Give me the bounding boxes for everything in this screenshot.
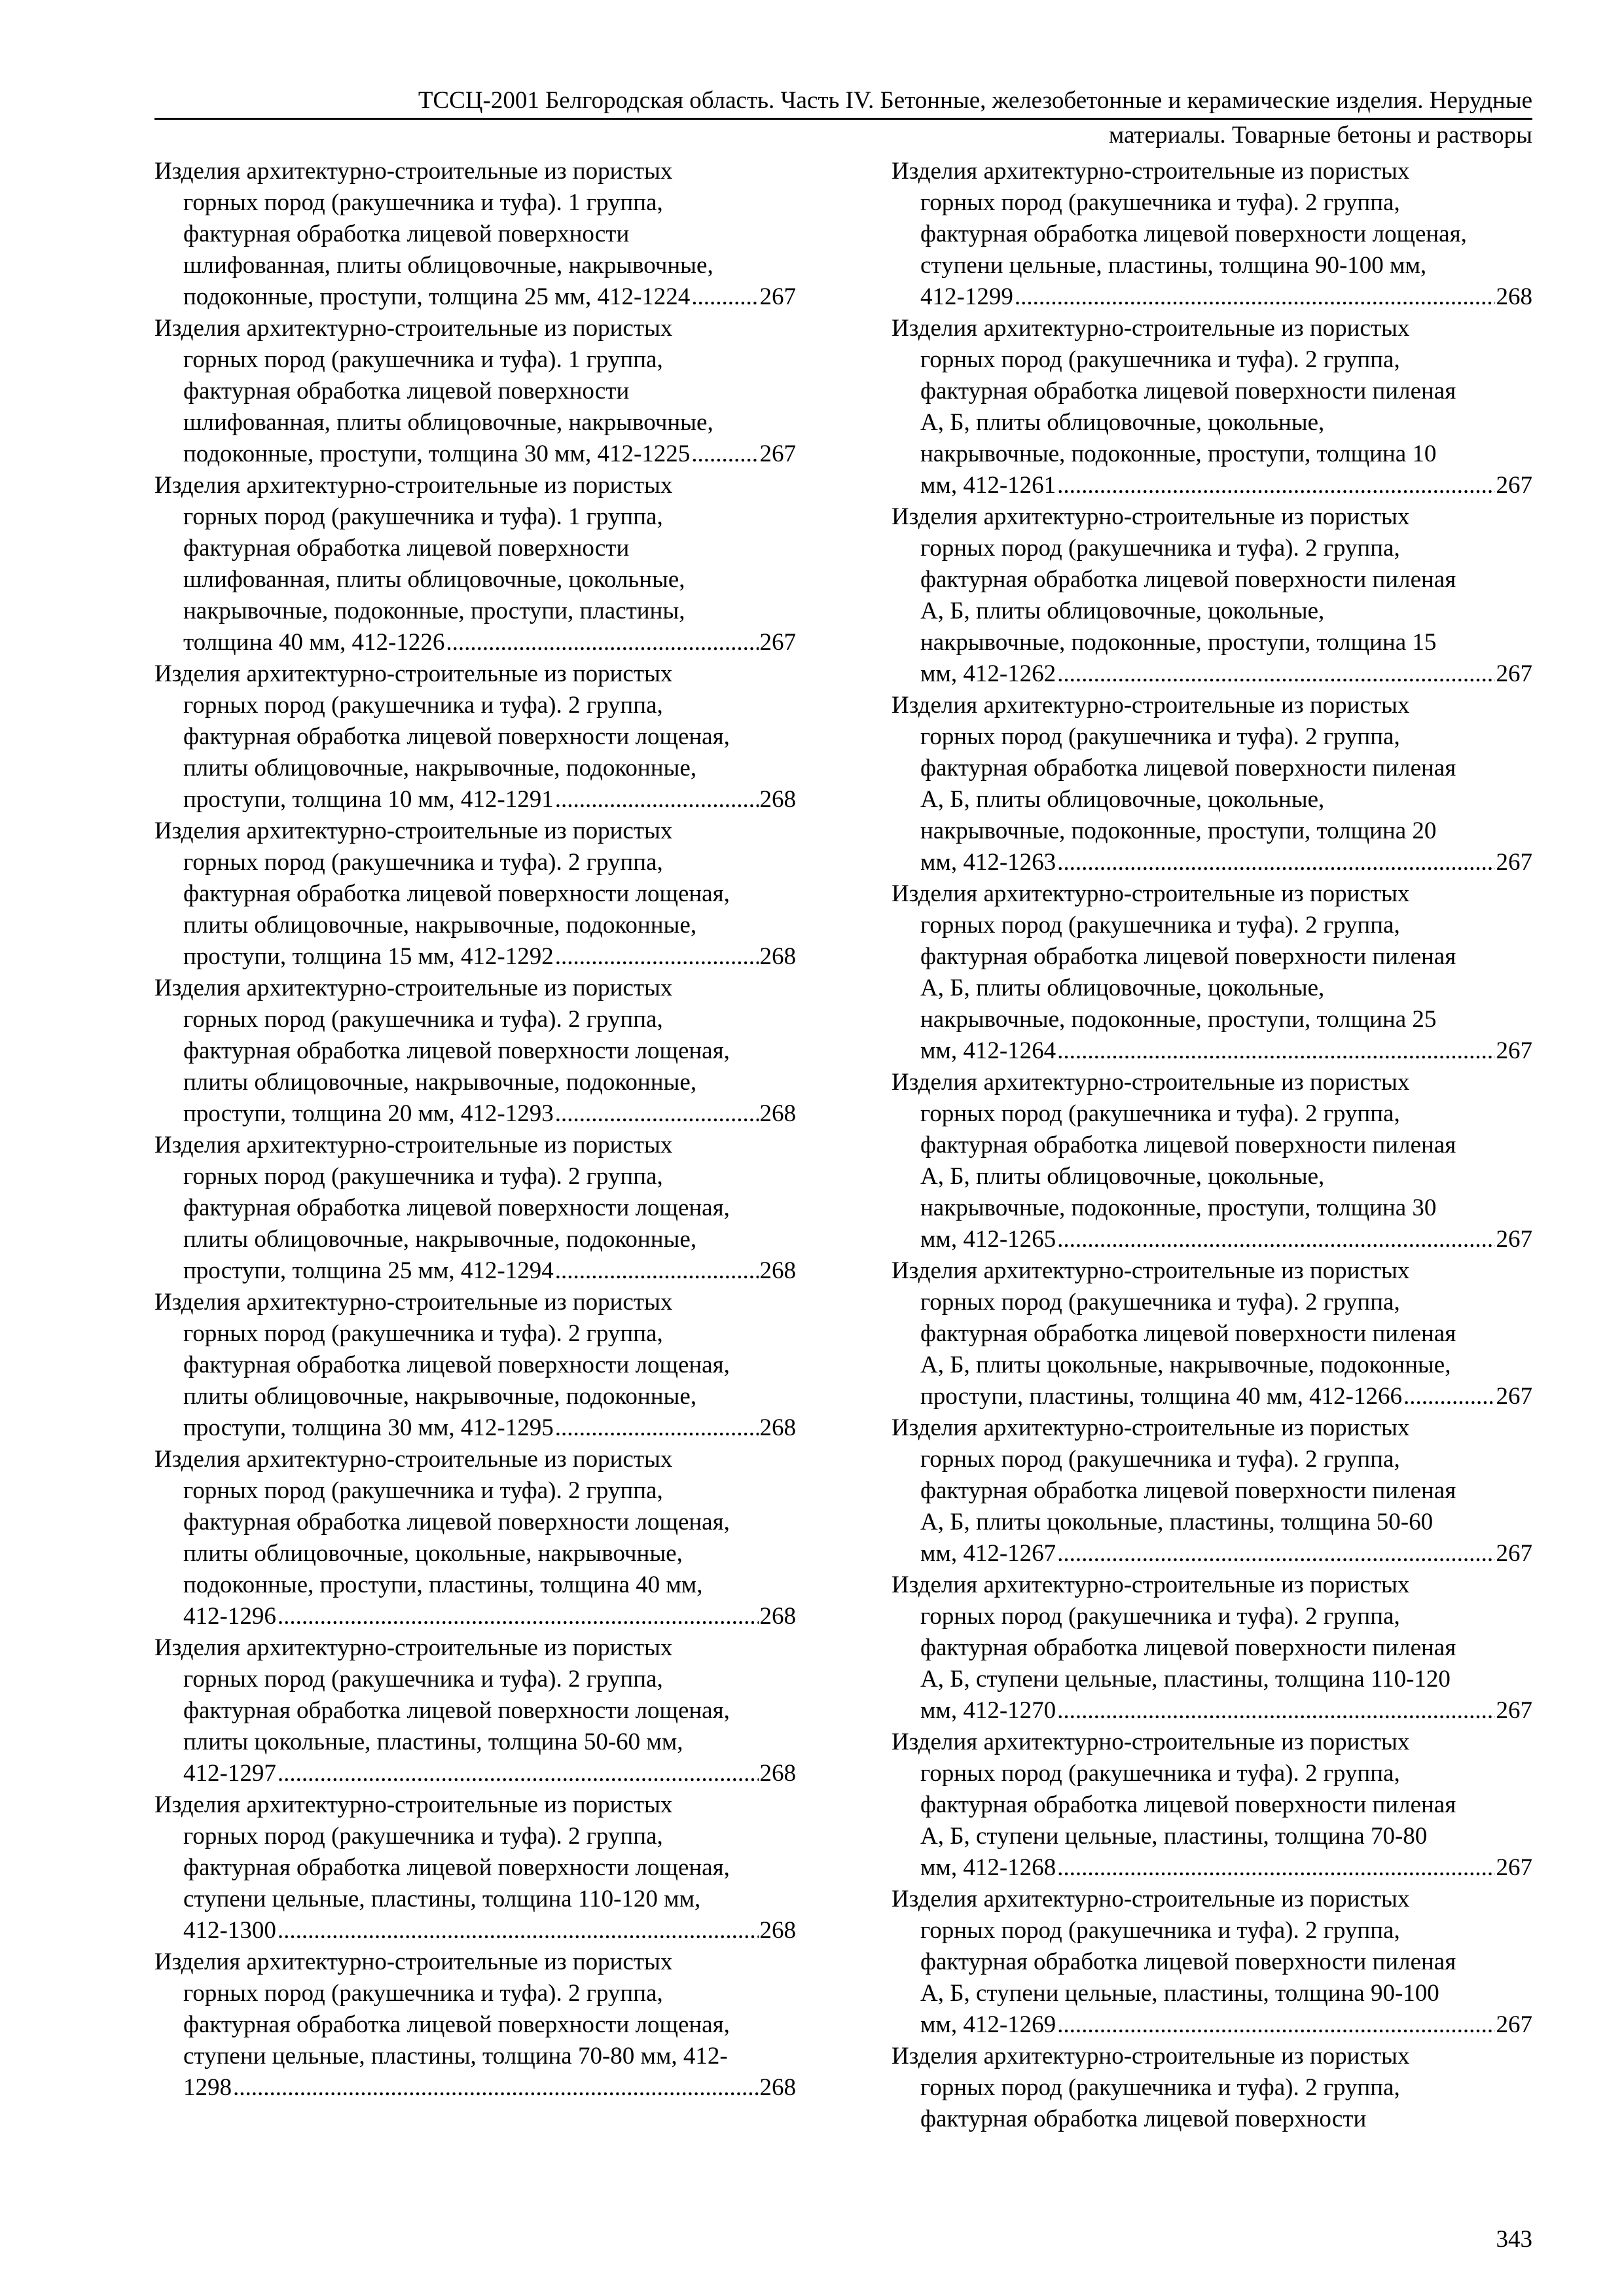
entry-line: ступени цельные, пластины, толщина 70-80 мм, 412-: [183, 2043, 728, 2070]
entry-last-line: [154, 2072, 796, 2104]
dot-leader: [555, 784, 759, 816]
entry-line: Изделия архитектурно-строительные из пористых: [892, 2043, 1410, 2070]
entry-page-ref: 268: [759, 2074, 796, 2101]
entry-line: горных пород (ракушечника и туфа). 2 группа,: [920, 1446, 1400, 1473]
entry-page-ref: 268: [759, 1414, 796, 1441]
entry-page-ref: 267: [1496, 1854, 1532, 1881]
entry-line: фактурная обработка лицевой поверхности пиленая: [920, 1132, 1456, 1158]
dot-leader: [278, 1601, 759, 1632]
index-entry: [892, 1255, 1532, 1412]
entry-last-line: [154, 439, 796, 470]
entry-last-line: [154, 784, 796, 816]
entry-line: горных пород (ракушечника и туфа). 2 группа,: [183, 1980, 663, 2007]
dot-leader: [555, 1255, 759, 1287]
entry-last-line: [154, 941, 796, 973]
entry-line: А, Б, плиты облицовочные, цокольные,: [920, 409, 1325, 436]
entry-code: проступи, толщина 20 мм, 412-1293: [183, 1100, 554, 1127]
entry-line: Изделия архитектурно-строительные из пористых: [154, 315, 673, 342]
entry-code: мм, 412-1269: [920, 2011, 1056, 2038]
entry-page-ref: 268: [759, 1603, 796, 1630]
entry-line: горных пород (ракушечника и туфа). 1 группа,: [183, 346, 663, 373]
index-entry: [892, 2041, 1532, 2135]
dot-leader: [278, 1915, 759, 1946]
entry-page-ref: 268: [759, 786, 796, 813]
entry-code: мм, 412-1267: [920, 1540, 1056, 1567]
entry-code: 412-1296: [183, 1603, 276, 1630]
entry-code: проступи, толщина 10 мм, 412-1291: [183, 786, 554, 813]
entry-line: ступени цельные, пластины, толщина 90-100 мм,: [920, 252, 1427, 279]
index-entry: [892, 1412, 1532, 1570]
entry-code: 412-1299: [920, 283, 1013, 310]
dot-leader: [278, 1758, 759, 1789]
entry-line: Изделия архитектурно-строительные из пористых: [892, 1729, 1410, 1755]
entry-line: горных пород (ракушечника и туфа). 2 группа,: [920, 1917, 1400, 1944]
entry-line: горных пород (ракушечника и туфа). 2 группа,: [920, 912, 1400, 939]
entry-line: фактурная обработка лицевой поверхности лощеная,: [183, 1352, 730, 1378]
dot-leader: [233, 2072, 759, 2104]
index-entry: [154, 1130, 796, 1287]
entry-line: горных пород (ракушечника и туфа). 2 группа,: [183, 692, 663, 719]
entry-page-ref: 267: [1496, 1697, 1532, 1724]
entry-last-line: [154, 1098, 796, 1130]
entry-last-line: [892, 281, 1532, 313]
entry-line: плиты облицовочные, цокольные, накрывочные,: [183, 1540, 683, 1567]
index-entry: [892, 1884, 1532, 2041]
entry-page-ref: 267: [1496, 660, 1532, 687]
entry-line: горных пород (ракушечника и туфа). 2 группа,: [920, 1603, 1400, 1630]
entry-line: Изделия архитектурно-строительные из пористых: [892, 1069, 1410, 1096]
entry-line: горных пород (ракушечника и туфа). 2 группа,: [183, 1666, 663, 1693]
entry-code: 412-1300: [183, 1917, 276, 1944]
entry-last-line: [892, 1538, 1532, 1570]
dot-leader: [446, 627, 758, 658]
entry-line: Изделия архитектурно-строительные из пористых: [154, 472, 673, 499]
index-column-left: [154, 156, 796, 2104]
entry-line: горных пород (ракушечника и туфа). 2 группа,: [183, 1320, 663, 1347]
index-entry: [892, 156, 1532, 313]
entry-page-ref: 268: [759, 1257, 796, 1284]
dot-leader: [555, 941, 759, 973]
index-entry: [154, 658, 796, 816]
entry-line: фактурная обработка лицевой поверхности лощеная,: [183, 2011, 730, 2038]
dot-leader: [555, 1098, 759, 1130]
entry-line: плиты облицовочные, накрывочные, подоконные,: [183, 755, 697, 781]
entry-line: Изделия архитектурно-строительные из пористых: [154, 158, 673, 185]
entry-line: А, Б, плиты цокольные, пластины, толщина 50-60: [920, 1509, 1434, 1535]
entry-line: горных пород (ракушечника и туфа). 2 группа,: [920, 1100, 1400, 1127]
dot-leader: [1057, 1035, 1494, 1067]
entry-page-ref: 268: [759, 1760, 796, 1787]
entry-line: накрывочные, подоконные, проступи, толщина 25: [920, 1006, 1437, 1033]
index-entry: [154, 1287, 796, 1444]
entry-line: накрывочные, подоконные, проступи, толщина 30: [920, 1194, 1437, 1221]
entry-line: плиты цокольные, пластины, толщина 50-60 мм,: [183, 1729, 683, 1755]
entry-line: фактурная обработка лицевой поверхности лощеная,: [183, 1037, 730, 1064]
entry-line: Изделия архитектурно-строительные из пористых: [154, 1446, 673, 1473]
entry-line: горных пород (ракушечника и туфа). 2 группа,: [920, 723, 1400, 750]
index-entry: [154, 1444, 796, 1632]
entry-line: накрывочные, подоконные, проступи, толщина 10: [920, 440, 1437, 467]
entry-line: А, Б, плиты облицовочные, цокольные,: [920, 786, 1325, 813]
page-number: 343: [1496, 2226, 1532, 2253]
entry-page-ref: 267: [1496, 1037, 1532, 1064]
entry-line: горных пород (ракушечника и туфа). 2 группа,: [920, 189, 1400, 216]
entry-line: фактурная обработка лицевой поверхности пиленая: [920, 755, 1456, 781]
entry-line: Изделия архитектурно-строительные из пористых: [154, 1634, 673, 1661]
entry-last-line: [154, 1412, 796, 1444]
entry-code: подоконные, проступи, толщина 25 мм, 412-1224: [183, 283, 691, 310]
dot-leader: [1057, 470, 1494, 501]
entry-line: Изделия архитектурно-строительные из пористых: [154, 660, 673, 687]
index-entry: [154, 1632, 796, 1789]
dot-leader: [1057, 847, 1494, 878]
index-entry: [892, 313, 1532, 501]
entry-line: Изделия архитектурно-строительные из пористых: [892, 158, 1410, 185]
index-entry: [154, 1946, 796, 2104]
entry-line: фактурная обработка лицевой поверхности лощеная,: [183, 1509, 730, 1535]
entry-line: Изделия архитектурно-строительные из пористых: [154, 1948, 673, 1975]
index-entry: [154, 816, 796, 973]
entry-line: Изделия архитектурно-строительные из пористых: [154, 1289, 673, 1316]
entry-line: плиты облицовочные, накрывочные, подоконные,: [183, 912, 697, 939]
entry-line: горных пород (ракушечника и туфа). 2 группа,: [183, 1006, 663, 1033]
entry-line: Изделия архитектурно-строительные из пористых: [892, 1414, 1410, 1441]
entry-line: Изделия архитектурно-строительные из пористых: [892, 1571, 1410, 1598]
entry-last-line: [154, 1255, 796, 1287]
index-entry: [892, 1067, 1532, 1255]
entry-code: проступи, толщина 30 мм, 412-1295: [183, 1414, 554, 1441]
entry-code: 412-1297: [183, 1760, 276, 1787]
entry-last-line: [892, 1224, 1532, 1255]
dot-leader: [691, 439, 758, 470]
dot-leader: [555, 1412, 759, 1444]
dot-leader: [1403, 1381, 1495, 1412]
entry-line: фактурная обработка лицевой поверхности пиленая: [920, 1477, 1456, 1504]
entry-code: мм, 412-1261: [920, 472, 1056, 499]
entry-line: фактурная обработка лицевой поверхности: [183, 378, 630, 404]
entry-line: А, Б, плиты облицовочные, цокольные,: [920, 598, 1325, 624]
entry-line: фактурная обработка лицевой поверхности лощеная,: [183, 723, 730, 750]
entry-line: Изделия архитектурно-строительные из пористых: [154, 1132, 673, 1158]
entry-line: подоконные, проступи, пластины, толщина 40 мм,: [183, 1571, 703, 1598]
entry-line: фактурная обработка лицевой поверхности пиленая: [920, 1791, 1456, 1818]
entry-last-line: [154, 1758, 796, 1789]
entry-line: Изделия архитектурно-строительные из пористых: [892, 880, 1410, 907]
entry-page-ref: 267: [1496, 849, 1532, 876]
entry-line: горных пород (ракушечника и туфа). 2 группа,: [183, 1823, 663, 1850]
entry-line: горных пород (ракушечника и туфа). 1 группа,: [183, 189, 663, 216]
index-entry: [154, 313, 796, 470]
entry-line: фактурная обработка лицевой поверхности пиленая: [920, 1634, 1456, 1661]
entry-page-ref: 268: [759, 943, 796, 970]
entry-code: 1298: [183, 2074, 232, 2101]
entry-line: фактурная обработка лицевой поверхности пиленая: [920, 1320, 1456, 1347]
entry-line: фактурная обработка лицевой поверхности пиленая: [920, 1948, 1456, 1975]
entry-page-ref: 267: [1496, 1540, 1532, 1567]
entry-line: горных пород (ракушечника и туфа). 2 группа,: [183, 1163, 663, 1190]
entry-line: Изделия архитектурно-строительные из пористых: [892, 1886, 1410, 1912]
entry-code: проступи, пластины, толщина 40 мм, 412-1266: [920, 1383, 1402, 1410]
dot-leader: [1057, 1852, 1494, 1884]
entry-code: мм, 412-1265: [920, 1226, 1056, 1253]
entry-last-line: [154, 281, 796, 313]
dot-leader: [1057, 1695, 1494, 1727]
entry-line: фактурная обработка лицевой поверхности пиленая: [920, 378, 1456, 404]
entry-last-line: [154, 1601, 796, 1632]
entry-line: горных пород (ракушечника и туфа). 2 группа,: [920, 535, 1400, 562]
entry-line: Изделия архитектурно-строительные из пористых: [892, 315, 1410, 342]
entry-last-line: [892, 847, 1532, 878]
entry-line: горных пород (ракушечника и туфа). 2 группа,: [920, 1289, 1400, 1316]
index-entry: [154, 470, 796, 658]
entry-line: Изделия архитектурно-строительные из пористых: [892, 1257, 1410, 1284]
entry-line: фактурная обработка лицевой поверхности лощеная,: [920, 221, 1467, 247]
entry-code: мм, 412-1262: [920, 660, 1056, 687]
entry-line: горных пород (ракушечника и туфа). 2 группа,: [920, 2074, 1400, 2101]
entry-code: мм, 412-1270: [920, 1697, 1056, 1724]
index-entry: [892, 1570, 1532, 1727]
index-entry: [154, 973, 796, 1130]
entry-line: А, Б, плиты облицовочные, цокольные,: [920, 1163, 1325, 1190]
entry-page-ref: 268: [759, 1917, 796, 1944]
index-entry: [892, 690, 1532, 878]
dot-leader: [1057, 2009, 1494, 2041]
entry-line: шлифованная, плиты облицовочные, цокольные,: [183, 566, 685, 593]
entry-code: подоконные, проступи, толщина 30 мм, 412-1225: [183, 440, 691, 467]
entry-line: плиты облицовочные, накрывочные, подоконные,: [183, 1226, 697, 1253]
entry-page-ref: 267: [1496, 2011, 1532, 2038]
entry-code: мм, 412-1263: [920, 849, 1056, 876]
entry-line: горных пород (ракушечника и туфа). 1 группа,: [183, 503, 663, 530]
entry-code: мм, 412-1268: [920, 1854, 1056, 1881]
entry-line: плиты облицовочные, накрывочные, подоконные,: [183, 1069, 697, 1096]
entry-line: фактурная обработка лицевой поверхности пиленая: [920, 943, 1456, 970]
entry-line: фактурная обработка лицевой поверхности: [920, 2106, 1367, 2132]
entry-last-line: [892, 1695, 1532, 1727]
index-entry: [892, 878, 1532, 1067]
entry-last-line: [154, 627, 796, 658]
entry-page-ref: 267: [1496, 1226, 1532, 1253]
entry-line: фактурная обработка лицевой поверхности лощеная,: [183, 1194, 730, 1221]
entry-line: накрывочные, подоконные, проступи, толщина 20: [920, 817, 1437, 844]
entry-line: горных пород (ракушечника и туфа). 2 группа,: [183, 1477, 663, 1504]
entry-page-ref: 268: [1496, 283, 1532, 310]
entry-last-line: [892, 1852, 1532, 1884]
entry-page-ref: 267: [1496, 472, 1532, 499]
entry-line: А, Б, ступени цельные, пластины, толщина 110-120: [920, 1666, 1451, 1693]
dot-leader: [1057, 1538, 1494, 1570]
entry-line: Изделия архитектурно-строительные из пористых: [154, 1791, 673, 1818]
entry-line: А, Б, плиты облицовочные, цокольные,: [920, 975, 1325, 1001]
entry-line: фактурная обработка лицевой поверхности пиленая: [920, 566, 1456, 593]
entry-last-line: [892, 1381, 1532, 1412]
entry-line: горных пород (ракушечника и туфа). 2 группа,: [920, 1760, 1400, 1787]
index-entry: [892, 501, 1532, 690]
entry-line: А, Б, плиты цокольные, накрывочные, подоконные,: [920, 1352, 1451, 1378]
index-entry: [892, 1727, 1532, 1884]
entry-line: А, Б, ступени цельные, пластины, толщина 90-100: [920, 1980, 1439, 2007]
entry-line: плиты облицовочные, накрывочные, подоконные,: [183, 1383, 697, 1410]
dot-leader: [1015, 281, 1495, 313]
entry-last-line: [892, 1035, 1532, 1067]
entry-line: шлифованная, плиты облицовочные, накрывочные,: [183, 409, 713, 436]
entry-line: ступени цельные, пластины, толщина 110-120 мм,: [183, 1886, 701, 1912]
header-line-1: ТССЦ-2001 Белгородская область. Часть IV. Бетонные, железобетонные и керамические изделия. Нерудные: [154, 85, 1532, 120]
entry-code: толщина 40 мм, 412-1226: [183, 629, 445, 656]
entry-last-line: [892, 658, 1532, 690]
entry-line: Изделия архитектурно-строительные из пористых: [154, 975, 673, 1001]
index-column-right: [892, 156, 1532, 2135]
entry-line: шлифованная, плиты облицовочные, накрывочные,: [183, 252, 713, 279]
index-entry: [154, 1789, 796, 1946]
entry-page-ref: 267: [1496, 1383, 1532, 1410]
dot-leader: [691, 281, 758, 313]
entry-line: Изделия архитектурно-строительные из пористых: [892, 692, 1410, 719]
entry-line: А, Б, ступени цельные, пластины, толщина 70-80: [920, 1823, 1428, 1850]
header-line-2: материалы. Товарные бетоны и растворы: [1108, 122, 1532, 149]
entry-page-ref: 267: [759, 440, 796, 467]
entry-line: фактурная обработка лицевой поверхности лощеная,: [183, 1697, 730, 1724]
entry-last-line: [892, 2009, 1532, 2041]
entry-line: накрывочные, подоконные, проступи, толщина 15: [920, 629, 1437, 656]
dot-leader: [1057, 658, 1494, 690]
entry-line: накрывочные, подоконные, проступи, пластины,: [183, 598, 685, 624]
entry-line: Изделия архитектурно-строительные из пористых: [892, 503, 1410, 530]
entry-line: фактурная обработка лицевой поверхности: [183, 221, 630, 247]
dot-leader: [1057, 1224, 1494, 1255]
entry-code: мм, 412-1264: [920, 1037, 1056, 1064]
index-entry: [154, 156, 796, 313]
entry-code: проступи, толщина 25 мм, 412-1294: [183, 1257, 554, 1284]
entry-last-line: [892, 470, 1532, 501]
entry-line: фактурная обработка лицевой поверхности лощеная,: [183, 1854, 730, 1881]
entry-last-line: [154, 1915, 796, 1946]
entry-page-ref: 268: [759, 1100, 796, 1127]
entry-line: Изделия архитектурно-строительные из пористых: [154, 817, 673, 844]
entry-line: горных пород (ракушечника и туфа). 2 группа,: [183, 849, 663, 876]
entry-page-ref: 267: [759, 283, 796, 310]
running-header: [154, 85, 1532, 151]
entry-line: фактурная обработка лицевой поверхности лощеная,: [183, 880, 730, 907]
entry-page-ref: 267: [759, 629, 796, 656]
entry-line: фактурная обработка лицевой поверхности: [183, 535, 630, 562]
entry-code: проступи, толщина 15 мм, 412-1292: [183, 943, 554, 970]
entry-line: горных пород (ракушечника и туфа). 2 группа,: [920, 346, 1400, 373]
